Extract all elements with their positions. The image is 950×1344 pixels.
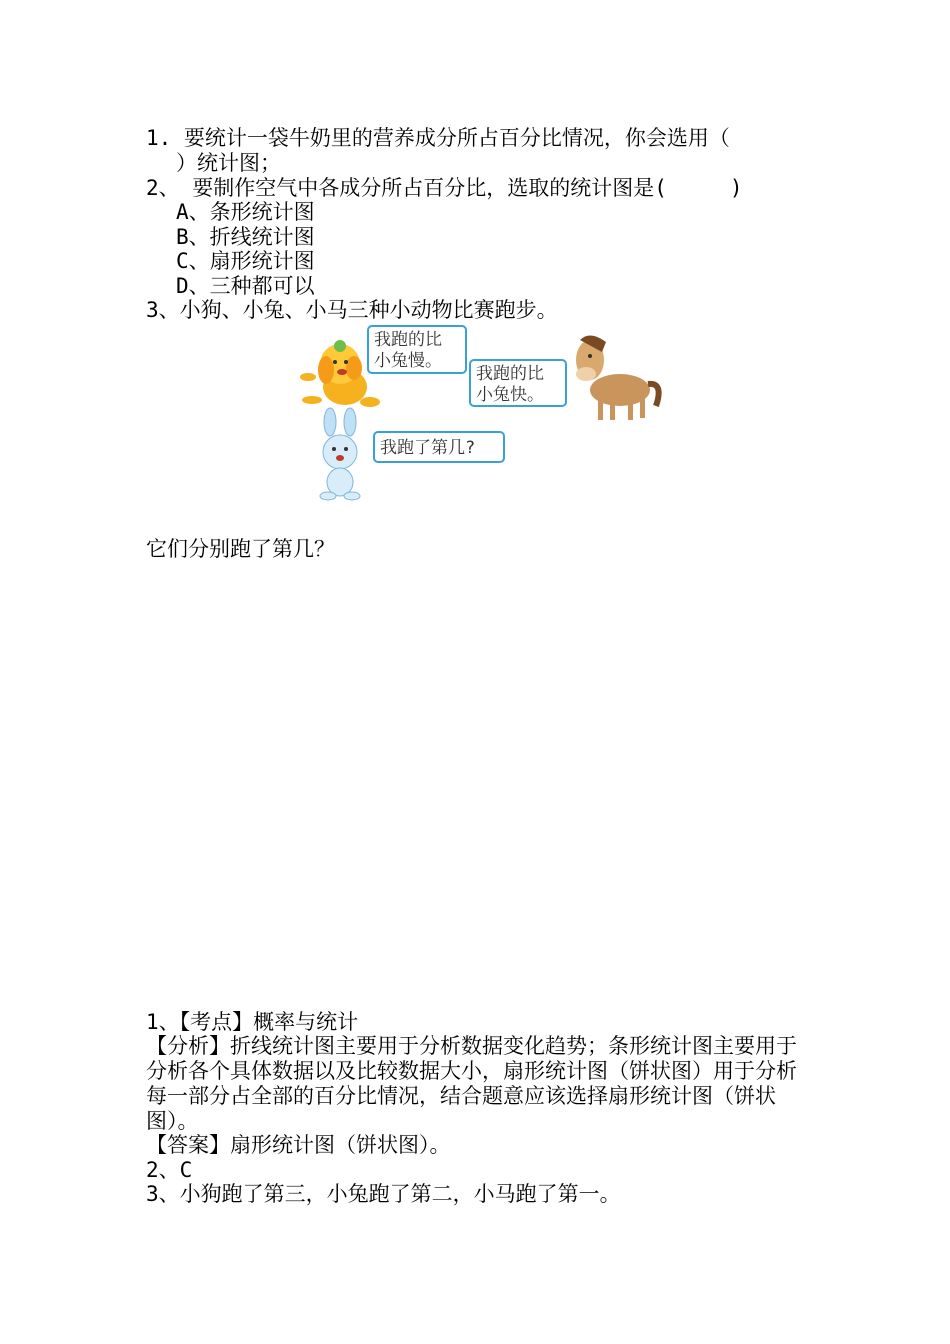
horse-illustration	[576, 335, 659, 420]
question-1-line-2: ）统计图；	[176, 151, 281, 175]
answer-2: 2、C	[146, 1158, 193, 1182]
horse-bubble-line-1: 我跑的比	[476, 364, 544, 384]
question-3-question: 它们分别跑了第几？	[146, 537, 335, 561]
dog-bubble-line-2: 小兔慢。	[374, 351, 442, 371]
question-1-line-1: 1. 要统计一袋牛奶里的营养成分所占百分比情况，你会选用（	[146, 126, 730, 150]
dog-speech-bubble	[368, 326, 466, 373]
answer-3: 3、小狗跑了第三，小兔跑了第二，小马跑了第一。	[146, 1182, 621, 1206]
race-illustration	[290, 322, 670, 507]
question-3-stem: 3、小狗、小兔、小马三种小动物比赛跑步。	[146, 298, 558, 322]
question-2-stem: 2、 要制作空气中各成分所占百分比，选取的统计图是( )	[146, 176, 743, 200]
rabbit-illustration	[320, 408, 360, 500]
rabbit-bubble-text: 我跑了第几?	[380, 438, 476, 458]
answer-1-answer: 【答案】扇形统计图（饼状图）。	[146, 1133, 451, 1157]
question-2-option-a: A、条形统计图	[176, 200, 315, 224]
rabbit-speech-bubble	[374, 432, 504, 462]
answer-1-analysis: 【分析】折线统计图主要用于分析数据变化趋势；条形统计图主要用于分析各个具体数据以及比较数据大小，扇形统计图（饼状图）用于分析每一部分占全部的百分比情况，结合题意应该选择扇形统计图（饼状图）。	[146, 1034, 797, 1133]
answer-1-topic: 1、【考点】概率与统计	[146, 1010, 359, 1034]
question-2-option-b: B、折线统计图	[176, 225, 315, 249]
dog-bubble-line-1: 我跑的比	[374, 330, 442, 350]
horse-bubble-line-2: 小兔快。	[476, 385, 544, 405]
horse-speech-bubble	[470, 360, 566, 406]
question-2-option-d: D、三种都可以	[176, 274, 315, 298]
question-2-option-c: C、扇形统计图	[176, 249, 315, 273]
